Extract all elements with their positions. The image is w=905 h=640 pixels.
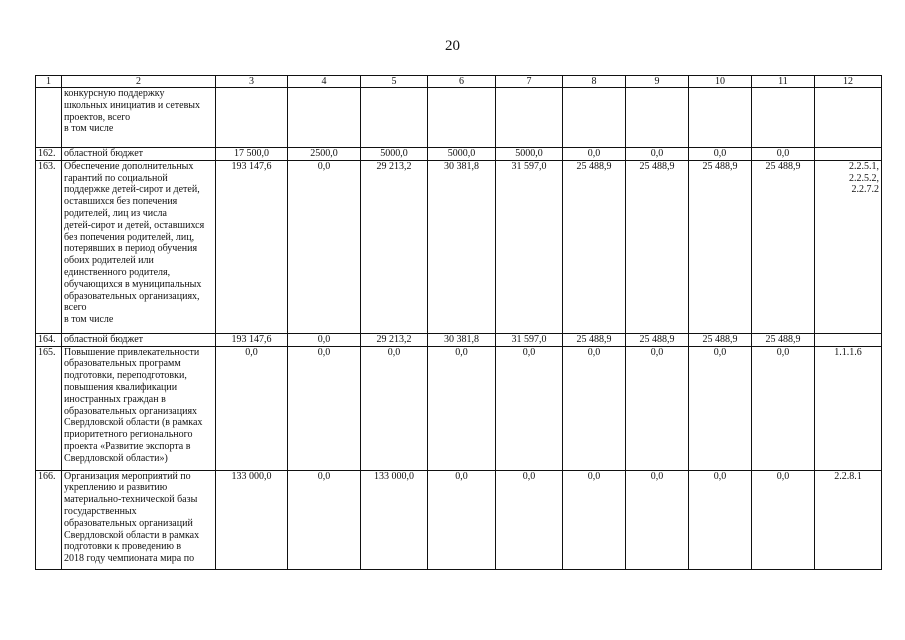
row-number: 163.	[36, 160, 62, 333]
value-cell: 0,0	[752, 148, 815, 161]
table-row	[36, 346, 882, 470]
value-cell: 29 213,2	[361, 160, 428, 333]
header-cell: 9	[626, 76, 689, 88]
row-description: областной бюджет	[62, 148, 216, 161]
value-cell: 25 488,9	[626, 333, 689, 346]
header-cell: 10	[689, 76, 752, 88]
value-cell: 0,0	[689, 346, 752, 470]
row-number	[36, 88, 62, 148]
value-cell: 193 147,6	[216, 333, 288, 346]
ref-cell	[815, 148, 882, 161]
ref-cell: 1.1.1.6	[815, 346, 882, 470]
value-cell: 0,0	[216, 346, 288, 470]
row-description: Повышение привлекательности образовательных программ подготовки, переподготовки, повышения квалификации иностранных граждан в образовательных организациях Свердловской области (в рамках приоритетного регионального проекта «Развитие экспорта в Свердловской области»)	[62, 346, 216, 470]
value-cell: 0,0	[626, 148, 689, 161]
row-number: 165.	[36, 346, 62, 470]
table-row	[36, 160, 882, 333]
value-cell: 193 147,6	[216, 160, 288, 333]
row-description: Обеспечение дополнительных гарантий по социальной поддержке детей-сирот и детей, оставшихся без попечения родителей, лиц из числа детей-сирот и детей, оставшихся без попечения родителей, лиц, потерявших в период обучения обоих родителей или единственного родителя, обучающихся в муниципальных образовательных организациях, всего в том числе	[62, 160, 216, 333]
header-cell: 12	[815, 76, 882, 88]
table-row	[36, 470, 882, 569]
page-number: 20	[445, 38, 460, 54]
row-description: конкурсную поддержку школьных инициатив и сетевых проектов, всего в том числе	[62, 88, 216, 148]
value-cell: 0,0	[563, 346, 626, 470]
value-cell	[563, 88, 626, 148]
row-number: 164.	[36, 333, 62, 346]
value-cell	[428, 88, 496, 148]
row-description: Организация мероприятий по укреплению и развитию материально-технической базы государственных образовательных организаций Свердловской области в рамках подготовки к проведению в 2018 году чемпионата мира по	[62, 470, 216, 569]
value-cell	[626, 88, 689, 148]
value-cell: 25 488,9	[563, 333, 626, 346]
value-cell: 30 381,8	[428, 333, 496, 346]
value-cell: 25 488,9	[752, 333, 815, 346]
value-cell: 25 488,9	[689, 333, 752, 346]
value-cell: 0,0	[626, 346, 689, 470]
row-number: 162.	[36, 148, 62, 161]
ref-cell	[815, 88, 882, 148]
value-cell: 0,0	[689, 148, 752, 161]
value-cell: 5000,0	[361, 148, 428, 161]
value-cell: 0,0	[288, 160, 361, 333]
header-cell: 1	[36, 76, 62, 88]
ref-cell	[815, 333, 882, 346]
row-description: областной бюджет	[62, 333, 216, 346]
header-cell: 2	[62, 76, 216, 88]
header-cell: 5	[361, 76, 428, 88]
value-cell: 0,0	[428, 346, 496, 470]
value-cell: 31 597,0	[496, 333, 563, 346]
value-cell: 0,0	[496, 346, 563, 470]
value-cell	[216, 88, 288, 148]
value-cell: 25 488,9	[689, 160, 752, 333]
value-cell: 0,0	[361, 346, 428, 470]
value-cell: 0,0	[752, 346, 815, 470]
table-row	[36, 333, 882, 346]
header-cell: 7	[496, 76, 563, 88]
value-cell: 2500,0	[288, 148, 361, 161]
value-cell	[752, 88, 815, 148]
value-cell: 133 000,0	[361, 470, 428, 569]
value-cell: 0,0	[428, 470, 496, 569]
header-row	[36, 76, 882, 88]
value-cell	[689, 88, 752, 148]
value-cell	[288, 88, 361, 148]
value-cell	[361, 88, 428, 148]
ref-cell: 2.2.8.1	[815, 470, 882, 569]
value-cell: 31 597,0	[496, 160, 563, 333]
value-cell: 25 488,9	[563, 160, 626, 333]
value-cell	[496, 88, 563, 148]
value-cell: 0,0	[288, 470, 361, 569]
value-cell: 30 381,8	[428, 160, 496, 333]
value-cell: 17 500,0	[216, 148, 288, 161]
value-cell: 0,0	[563, 470, 626, 569]
value-cell: 25 488,9	[752, 160, 815, 333]
table-row	[36, 88, 882, 148]
value-cell: 25 488,9	[626, 160, 689, 333]
value-cell: 0,0	[563, 148, 626, 161]
ref-cell: 2.2.5.1, 2.2.5.2, 2.2.7.2	[815, 160, 882, 333]
value-cell: 0,0	[689, 470, 752, 569]
value-cell: 29 213,2	[361, 333, 428, 346]
value-cell: 0,0	[288, 333, 361, 346]
value-cell: 0,0	[288, 346, 361, 470]
value-cell: 5000,0	[428, 148, 496, 161]
value-cell: 0,0	[496, 470, 563, 569]
value-cell: 0,0	[752, 470, 815, 569]
header-cell: 4	[288, 76, 361, 88]
header-cell: 6	[428, 76, 496, 88]
value-cell: 133 000,0	[216, 470, 288, 569]
row-number: 166.	[36, 470, 62, 569]
header-cell: 3	[216, 76, 288, 88]
header-cell: 8	[563, 76, 626, 88]
value-cell: 0,0	[626, 470, 689, 569]
value-cell: 5000,0	[496, 148, 563, 161]
header-cell: 11	[752, 76, 815, 88]
budget-table	[35, 75, 882, 570]
table-row	[36, 148, 882, 161]
